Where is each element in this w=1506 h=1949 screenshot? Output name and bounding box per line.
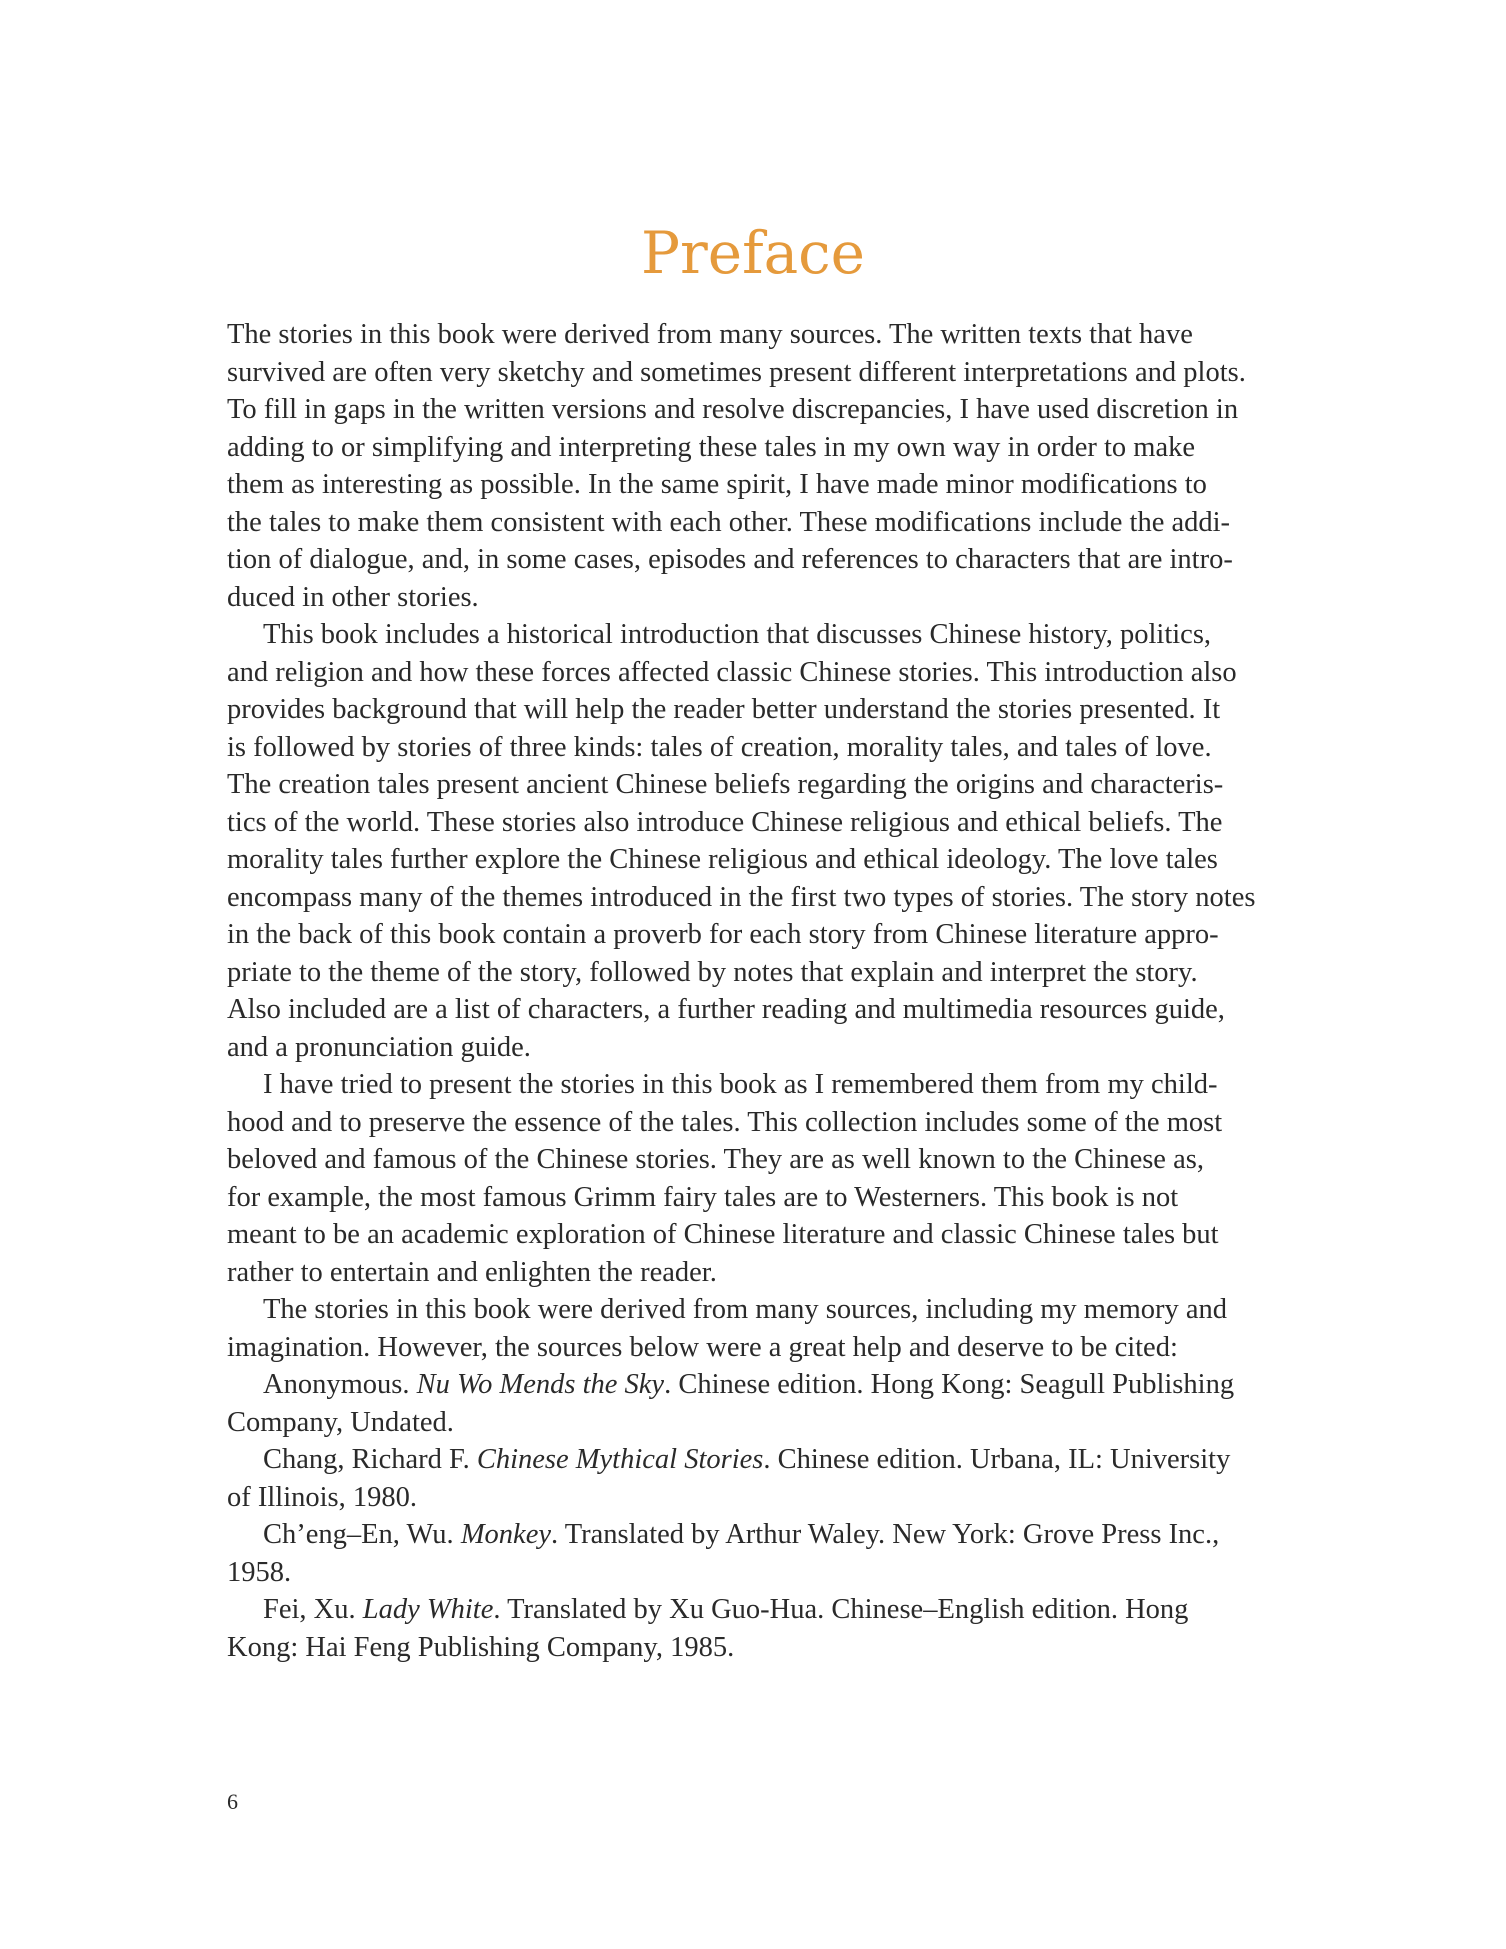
reference-line: Company, Undated. xyxy=(227,1406,454,1438)
reference-line xyxy=(227,1516,1247,1554)
body-text xyxy=(227,316,1256,1666)
text-line: The stories in this book were derived from many sources, including my memory and xyxy=(263,1294,1228,1325)
text-line: meant to be an academic exploration of Chinese literature and classic Chinese tales but xyxy=(227,1219,1219,1250)
text-line: tion of dialogue, and, in some cases, episodes and references to characters that are intro- xyxy=(227,544,1233,575)
paragraph xyxy=(227,1066,1247,1291)
text-line: and a pronunciation guide. xyxy=(227,1031,531,1063)
reference-line xyxy=(227,1366,1247,1404)
text-line: in the back of this book contain a proverb for each story from Chinese literature appro- xyxy=(227,919,1219,950)
text-line: and religion and how these forces affected classic Chinese stories. This introduction also xyxy=(227,656,1237,688)
reference-line: of Illinois, 1980. xyxy=(227,1481,417,1513)
text-line: To fill in gaps in the written versions and resolve discrepancies, I have used discretion in xyxy=(227,394,1239,425)
reference-entry xyxy=(227,1441,1247,1516)
page-title: Preface xyxy=(641,219,865,287)
paragraph xyxy=(227,316,1247,616)
reference-title: Nu Wo Mends the Sky xyxy=(416,1369,665,1400)
reference-line: 1958. xyxy=(227,1556,292,1588)
reference-title: Monkey xyxy=(460,1519,552,1550)
text-line: hood and to preserve the essence of the tales. This collection includes some of the most xyxy=(227,1106,1223,1138)
text-line: The stories in this book were derived from many sources. The written texts that have xyxy=(227,319,1193,350)
text-line: provides background that will help the reader better understand the stories presented. It xyxy=(227,694,1221,725)
text-line: duced in other stories. xyxy=(227,581,479,613)
text-line: for example, the most famous Grimm fairy tales are to Westerners. This book is not xyxy=(227,1181,1179,1213)
paragraph xyxy=(227,1291,1247,1366)
text-line: I have tried to present the stories in this book as I remembered them from my child- xyxy=(263,1069,1218,1100)
reference-details: . Chinese edition. Urbana, IL: University xyxy=(763,1444,1231,1475)
reference-author: Ch’eng–En, Wu. xyxy=(263,1519,461,1550)
reference-details: . Translated by Arthur Waley. New York: Grove Press Inc., xyxy=(551,1519,1220,1550)
text-line: encompass many of the themes introduced in the first two types of stories. The story notes xyxy=(227,881,1256,913)
reference-details: . Translated by Xu Guo-Hua. Chinese–English edition. Hong xyxy=(493,1594,1189,1625)
page-number: 6 xyxy=(227,1789,238,1814)
text-line: adding to or simplifying and interpreting these tales in my own way in order to make xyxy=(227,431,1195,463)
reference-line: Kong: Hai Feng Publishing Company, 1985. xyxy=(227,1631,735,1663)
reference-title: Chinese Mythical Stories xyxy=(476,1444,764,1475)
reference-author: Fei, Xu. xyxy=(263,1594,363,1625)
reference-author: Anonymous. xyxy=(263,1369,417,1400)
text-line: survived are often very sketchy and sometimes present different interpretations and plots. xyxy=(227,356,1246,388)
text-line: them as interesting as possible. In the same spirit, I have made minor modifications to xyxy=(227,469,1207,500)
text-line: the tales to make them consistent with each other. These modifications include the addi- xyxy=(227,506,1231,538)
text-line: rather to entertain and enlighten the reader. xyxy=(227,1256,717,1288)
text-line: Also included are a list of characters, a further reading and multimedia resources guide, xyxy=(227,994,1225,1025)
text-line: This book includes a historical introduction that discusses Chinese history, politics, xyxy=(263,619,1212,650)
reference-entry xyxy=(227,1591,1247,1666)
text-line: beloved and famous of the Chinese stories. They are as well known to the Chinese as, xyxy=(227,1144,1204,1175)
reference-details: . Chinese edition. Hong Kong: Seagull Publishing xyxy=(664,1369,1235,1400)
text-line: is followed by stories of three kinds: tales of creation, morality tales, and tales of love. xyxy=(227,731,1212,763)
reference-title: Lady White xyxy=(362,1594,494,1625)
text-line: priate to the theme of the story, followed by notes that explain and interpret the story. xyxy=(227,956,1198,988)
text-line: The creation tales present ancient Chinese beliefs regarding the origins and characteris- xyxy=(227,769,1224,800)
text-line: morality tales further explore the Chinese religious and ethical ideology. The love tales xyxy=(227,844,1218,875)
text-line: imagination. However, the sources below were a great help and deserve to be cited: xyxy=(227,1331,1178,1363)
text-line: tics of the world. These stories also introduce Chinese religious and ethical beliefs. The xyxy=(227,806,1223,838)
reference-entry xyxy=(227,1516,1247,1591)
paragraph xyxy=(227,616,1256,1066)
reference-line xyxy=(227,1591,1247,1629)
reference-author: Chang, Richard F. xyxy=(263,1444,477,1475)
reference-line xyxy=(227,1441,1247,1479)
reference-entry xyxy=(227,1366,1247,1441)
